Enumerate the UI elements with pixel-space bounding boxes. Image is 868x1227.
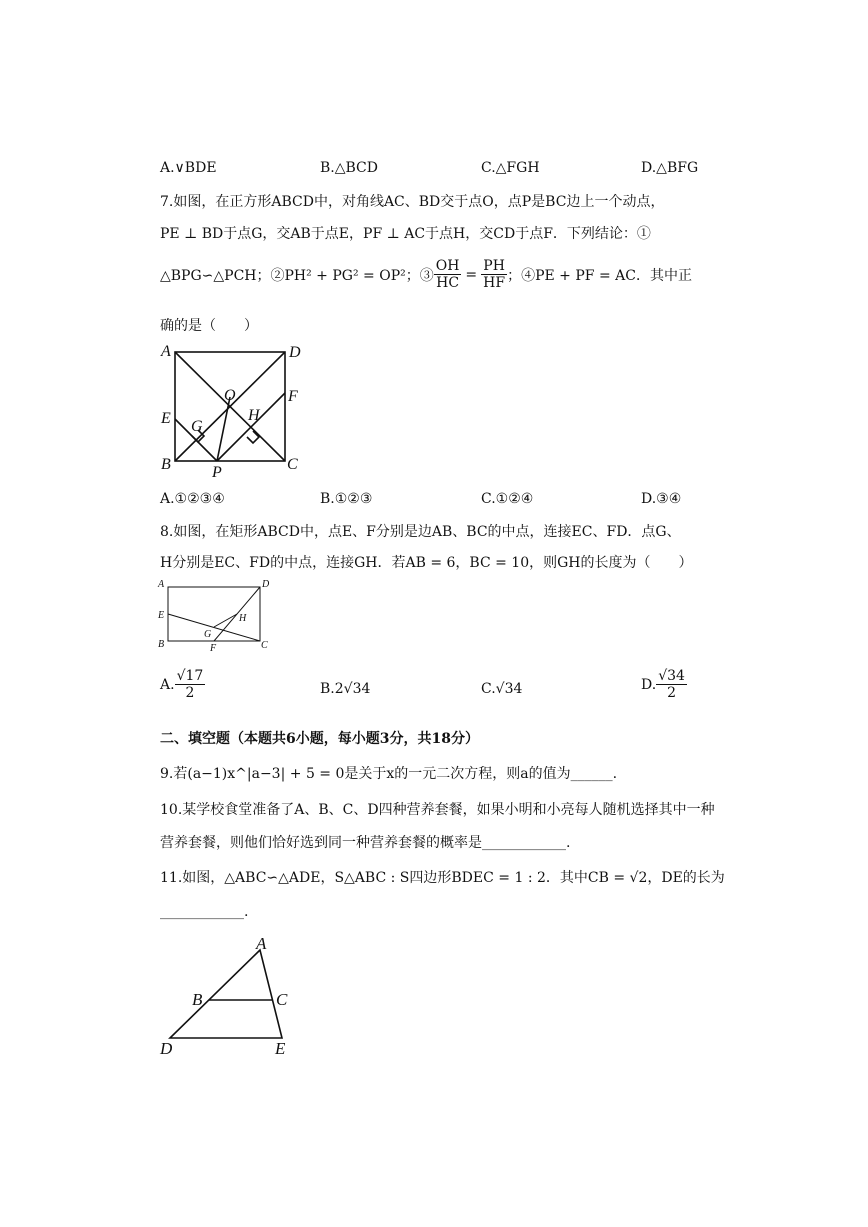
q11-triangle-figure (155, 932, 305, 1060)
q7-label-b: B (161, 456, 171, 473)
q7-option-a: A.①②③④ (160, 491, 225, 507)
q7-fraction-ph-hf (481, 258, 507, 291)
q8-option-d-den: 2 (667, 685, 677, 701)
q11-label-e: E (275, 1039, 286, 1058)
q11-label-a: A (256, 934, 267, 953)
q7-frac-den: HC (436, 275, 460, 291)
q11-line1: 11.如图，△ABC∽△ADE，S△ABC : S四边形BDEC = 1 : 2．其中CB = √2，DE的长为 (160, 870, 725, 886)
q7-line3 (160, 258, 692, 291)
q8-label-e: E (158, 610, 165, 621)
q8-option-d-num: √34 (658, 668, 685, 684)
q11-triangle-ade (170, 950, 282, 1038)
q11-line2: ____________. (160, 904, 249, 920)
q7-frac-num: OH (435, 258, 460, 274)
q8-label-g: G (204, 629, 212, 640)
q10-line2: 营养套餐，则他们恰好选到同一种营养套餐的概率是____________. (160, 835, 571, 851)
q6-option-c: C.△FGH (481, 160, 540, 176)
q8-rectangle-figure (155, 576, 280, 656)
q7-line3-part2: ；④PE + PF = AC．其中正 (507, 267, 692, 284)
q7-line-po (217, 397, 230, 461)
q11-label-c: C (276, 990, 288, 1009)
q8-option-a-num: √17 (176, 668, 204, 684)
q7-option-b: B.①②③ (320, 491, 373, 507)
section2-title: 二、填空题（本题共6小题，每小题3分，共18分） (160, 731, 479, 747)
q7-label-f: F (288, 388, 298, 405)
q11-label-b: B (192, 990, 203, 1009)
q8-line1: 8.如图，在矩形ABCD中，点E、F分别是边AB、BC的中点，连接EC、FD．点G、 (160, 524, 681, 540)
q7-label-h: H (248, 407, 260, 424)
q7-equals: = (465, 266, 478, 283)
q8-option-a-prefix: A. (160, 676, 175, 693)
q8-label-b: B (158, 639, 165, 650)
q7-line2: PE ⊥ BD于点G，交AB于点E，PF ⊥ AC于点H，交CD于点F．下列结论：① (160, 226, 651, 242)
q8-option-a (160, 668, 205, 701)
q6-option-d: D.△BFG (641, 160, 699, 176)
q7-line4: 确的是（ ） (160, 318, 258, 334)
q7-label-d: D (289, 344, 301, 361)
q7-option-c: C.①②④ (481, 491, 534, 507)
q7-label-a: A (161, 343, 171, 360)
q8-line2: H分别是EC、FD的中点，连接GH．若AB = 6，BC = 10，则GH的长度为（ ） (160, 555, 693, 571)
q8-option-d (641, 668, 687, 701)
q8-label-d: D (262, 579, 270, 590)
q7-fraction-oh-hc (434, 258, 462, 291)
q8-option-d-fraction (656, 668, 687, 701)
q7-option-d: D.③④ (641, 491, 682, 507)
q8-label-a: A (158, 579, 165, 590)
q7-label-e: E (161, 410, 171, 427)
q8-line-gh (214, 614, 237, 627)
q8-option-c: C.√34 (481, 681, 523, 697)
q8-label-h: H (239, 613, 247, 624)
q8-option-a-den: 2 (185, 685, 195, 701)
q7-label-p: P (212, 464, 222, 480)
q6-option-b: B.△BCD (320, 160, 378, 176)
q8-option-d-prefix: D. (641, 676, 657, 693)
q7-frac2-den: HF (483, 275, 506, 291)
q7-square-figure (155, 340, 315, 480)
q7-line1: 7.如图，在正方形ABCD中，对角线AC、BD交于点O，点P是BC边上一个动点， (160, 194, 665, 210)
q6-option-a: A.∨BDE (160, 160, 217, 176)
q7-label-o: O (224, 387, 236, 404)
q9-text: 9.若(a−1)x^|a−3| + 5 = 0是关于x的一元二次方程，则a的值为______. (160, 766, 618, 782)
q7-frac2-num: PH (481, 258, 507, 275)
q7-label-g: G (191, 418, 203, 435)
q7-line3-part1: △BPG∽△PCH；②PH² + PG² = OP²；③ (160, 267, 434, 284)
q8-option-a-fraction (175, 668, 206, 701)
q8-label-c: C (261, 640, 268, 651)
q11-label-d: D (160, 1039, 173, 1058)
q7-label-c: C (287, 456, 298, 473)
q10-line1: 10.某学校食堂准备了A、B、C、D四种营养套餐，如果小明和小亮每人随机选择其中一种 (160, 802, 715, 818)
q8-option-b: B.2√34 (320, 681, 371, 697)
q8-label-f: F (210, 643, 217, 654)
